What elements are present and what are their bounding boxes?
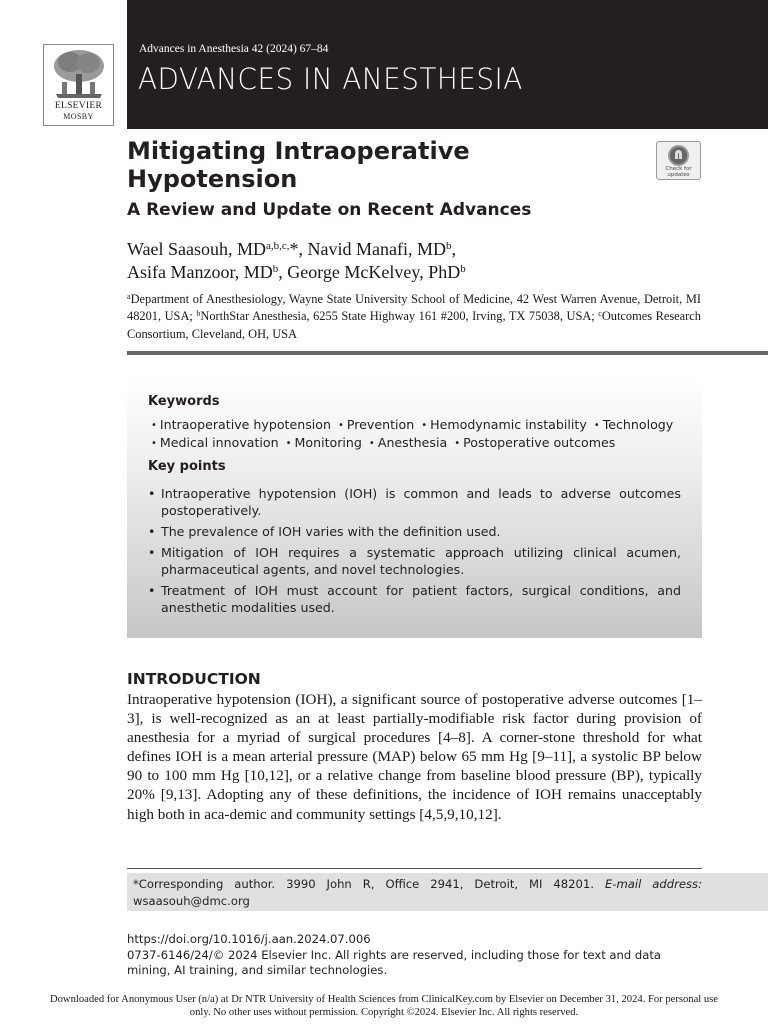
author-affiliation-marker: b bbox=[446, 240, 452, 252]
key-points-list bbox=[148, 485, 681, 620]
keywords-list bbox=[148, 416, 698, 452]
key-point bbox=[148, 523, 681, 540]
affiliation-marker: c bbox=[598, 309, 602, 319]
corresponding-author-note bbox=[133, 876, 702, 910]
article-title: Mitigating Intraoperative Hypotension bbox=[127, 137, 470, 193]
footnote-divider bbox=[127, 868, 702, 869]
keyword[interactable]: Intraoperative hypotension bbox=[159, 417, 331, 432]
keywords-keypoints-box bbox=[127, 378, 702, 638]
keyword-bullet: • bbox=[454, 438, 461, 449]
affiliation-text: Department of Anesthesiology, Wayne State University School of Medicine, 42 West Warren Avenue, Detroit, MI 48201, USA; bbox=[127, 292, 701, 324]
elsevier-tree-icon bbox=[50, 48, 108, 100]
author-name[interactable]: Navid Manafi, MD bbox=[307, 239, 447, 259]
author-separator: , bbox=[278, 262, 288, 282]
author-name[interactable]: George McKelvey, PhD bbox=[287, 262, 461, 282]
key-point-bullet: • bbox=[148, 545, 156, 560]
keyword[interactable]: Postoperative outcomes bbox=[463, 435, 616, 450]
key-point-text: Intraoperative hypotension (IOH) is common and leads to adverse outcomes postoperatively. bbox=[161, 486, 681, 518]
author-separator: *, bbox=[289, 239, 308, 259]
keyword[interactable]: Hemodynamic instability bbox=[430, 417, 587, 432]
affiliation-marker: a bbox=[127, 292, 131, 301]
key-point bbox=[148, 544, 681, 578]
check-for-updates-label: Check for updates bbox=[665, 166, 692, 178]
affiliations bbox=[127, 291, 701, 343]
author-list bbox=[127, 238, 707, 284]
keyword-bullet: • bbox=[337, 420, 344, 431]
key-point-bullet: • bbox=[148, 486, 156, 501]
key-point-text: The prevalence of IOH varies with the definition used. bbox=[161, 524, 501, 539]
email-label: E-mail address: bbox=[604, 877, 702, 891]
journal-citation: Advances in Anesthesia 42 (2024) 67–84 bbox=[139, 43, 329, 55]
introduction-heading: INTRODUCTION bbox=[127, 670, 261, 688]
keyword[interactable]: Technology bbox=[602, 417, 674, 432]
key-point-text: Mitigation of IOH requires a systematic approach utilizing clinical acumen, pharmaceutical agents, and novel technologies. bbox=[161, 545, 681, 577]
introduction-paragraph: Intraoperative hypotension (IOH), a significant source of postoperative adverse outcomes [1–3], is well-recognized as an at least partially-modifiable risk factor during provision of anesthesia for a myriad of surgical procedures [4–8]. A corner-stone threshold for what defines IOH is a mean arterial pressure (MAP) below 65 mm Hg [9–11], a systolic BP below 90 to 100 mm Hg [10,12], or a relative change from baseline blood pressure (BP), typically 20% [9,13]. Adopting any of these definitions, the incidence of IOH remains unacceptably high both in aca-demic and community settings [4,5,9,10,12]. bbox=[127, 691, 702, 823]
affiliation-text: Outcomes Research Consortium, Cleveland, OH, USA bbox=[127, 309, 702, 341]
publisher-name: ELSEVIER bbox=[54, 101, 103, 111]
key-point bbox=[148, 582, 681, 616]
affiliation-marker: b bbox=[196, 309, 201, 319]
keyword[interactable]: Anesthesia bbox=[377, 435, 448, 450]
corresponding-author-box bbox=[127, 873, 768, 911]
download-notice: Downloaded for Anonymous User (n/a) at Dr NTR University of Health Sciences from ClinicalKey.com by Elsevier on December 31, 2024. For personal use only. No other uses without permission. Copyright ©2024. Elsevier Inc. All rights reserved. bbox=[49, 994, 719, 1018]
header-divider bbox=[127, 351, 768, 355]
key-point-bullet: • bbox=[148, 524, 156, 539]
keyword-bullet: • bbox=[421, 420, 428, 431]
email-link[interactable]: wsaasouh@dmc.org bbox=[133, 894, 250, 908]
author-affiliation-marker: b bbox=[272, 263, 279, 275]
keyword[interactable]: Prevention bbox=[346, 417, 415, 432]
check-for-updates-button[interactable] bbox=[656, 141, 701, 180]
journal-title: ADVANCES IN ANESTHESIA bbox=[138, 62, 523, 96]
keyword[interactable]: Medical innovation bbox=[159, 435, 279, 450]
keyword-bullet: • bbox=[151, 420, 157, 431]
copyright-text: 0737-6146/24/© 2024 Elsevier Inc. All rights are reserved, including those for text and data mining, AI training, and similar technologies. bbox=[127, 947, 662, 977]
keywords-heading: Keywords bbox=[148, 394, 220, 409]
keyword-bullet: • bbox=[151, 438, 157, 449]
author-separator: , bbox=[451, 239, 457, 259]
author-name[interactable]: Wael Saasouh, MD bbox=[127, 239, 267, 259]
keyword-bullet: • bbox=[285, 438, 292, 449]
author-affiliation-marker: a,b,c, bbox=[266, 240, 290, 252]
corresponding-author-text: *Corresponding author. 3990 John R, Office 2941, Detroit, MI 48201. bbox=[133, 877, 605, 891]
keyword-bullet: • bbox=[368, 438, 375, 449]
elsevier-logo[interactable] bbox=[43, 44, 114, 126]
article-subtitle: A Review and Update on Recent Advances bbox=[127, 200, 532, 220]
check-for-updates-icon bbox=[668, 145, 689, 166]
author-affiliation-marker: b bbox=[460, 263, 466, 275]
imprint-name: MOSBY bbox=[63, 112, 94, 121]
doi-link[interactable]: https://doi.org/10.1016/j.aan.2024.07.006 bbox=[127, 932, 371, 946]
key-points-heading: Key points bbox=[148, 459, 226, 474]
keyword-bullet: • bbox=[593, 420, 600, 431]
doi-copyright-block bbox=[127, 932, 704, 979]
affiliation-text: NorthStar Anesthesia, 6255 State Highway 161 #200, Irving, TX 75038, USA; bbox=[200, 309, 599, 324]
key-point-bullet: • bbox=[148, 583, 156, 598]
author-name[interactable]: Asifa Manzoor, MD bbox=[127, 262, 273, 282]
keyword[interactable]: Monitoring bbox=[294, 435, 362, 450]
key-point bbox=[148, 485, 681, 519]
key-point-text: Treatment of IOH must account for patient factors, surgical conditions, and anesthetic modalities used. bbox=[161, 583, 681, 615]
